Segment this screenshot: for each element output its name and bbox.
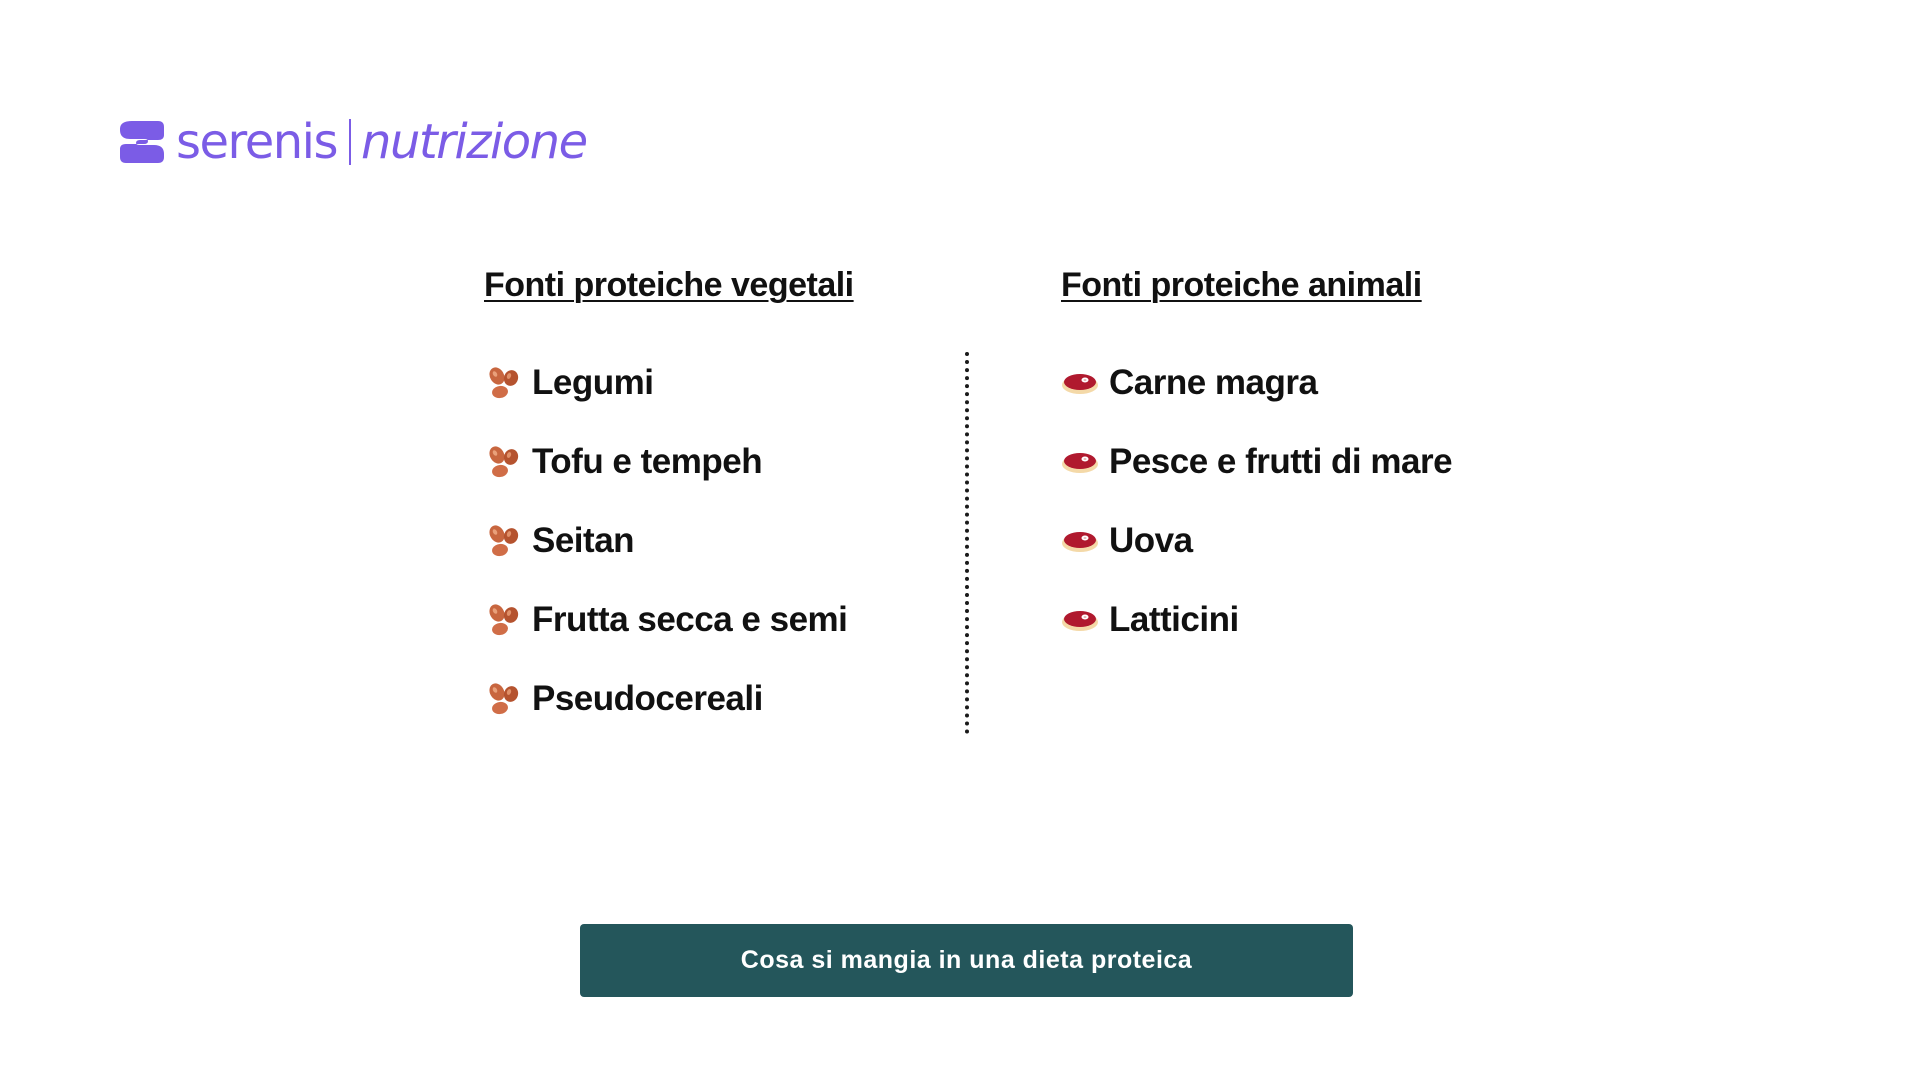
list-item bbox=[484, 501, 854, 580]
brand-section: nutrizione bbox=[361, 114, 587, 170]
item-label: Legumi bbox=[532, 362, 654, 402]
steak-icon bbox=[1061, 522, 1099, 560]
list-item bbox=[484, 422, 854, 501]
animal-protein-column bbox=[1061, 266, 1452, 659]
column-divider bbox=[965, 352, 969, 734]
vegetable-protein-list bbox=[484, 343, 854, 738]
item-label: Seitan bbox=[532, 520, 635, 560]
item-label: Tofu e tempeh bbox=[532, 441, 763, 481]
list-item bbox=[1061, 343, 1452, 422]
animal-protein-list bbox=[1061, 343, 1452, 659]
item-label: Latticini bbox=[1109, 599, 1239, 639]
list-item bbox=[484, 343, 854, 422]
serenis-logo-icon bbox=[118, 118, 166, 166]
beans-icon bbox=[484, 601, 522, 639]
list-item bbox=[484, 580, 854, 659]
steak-icon bbox=[1061, 364, 1099, 402]
beans-icon bbox=[484, 680, 522, 718]
list-item bbox=[1061, 580, 1452, 659]
item-label: Pesce e frutti di mare bbox=[1109, 441, 1453, 481]
serenis-logo[interactable] bbox=[118, 114, 587, 170]
item-label: Pseudocereali bbox=[532, 678, 763, 718]
beans-icon bbox=[484, 364, 522, 402]
list-item bbox=[1061, 501, 1452, 580]
column-heading-vegetable: Fonti proteiche vegetali bbox=[484, 266, 854, 304]
brand-name: serenis bbox=[176, 114, 338, 170]
steak-icon bbox=[1061, 443, 1099, 481]
steak-icon bbox=[1061, 601, 1099, 639]
logo-divider bbox=[349, 119, 351, 165]
cta-button[interactable]: Cosa si mangia in una dieta proteica bbox=[580, 924, 1353, 997]
list-item bbox=[1061, 422, 1452, 501]
column-heading-animal: Fonti proteiche animali bbox=[1061, 266, 1422, 304]
beans-icon bbox=[484, 443, 522, 481]
list-item bbox=[484, 659, 854, 738]
beans-icon bbox=[484, 522, 522, 560]
item-label: Frutta secca e semi bbox=[532, 599, 848, 639]
item-label: Carne magra bbox=[1109, 362, 1318, 402]
item-label: Uova bbox=[1109, 520, 1193, 560]
vegetable-protein-column bbox=[484, 266, 854, 738]
